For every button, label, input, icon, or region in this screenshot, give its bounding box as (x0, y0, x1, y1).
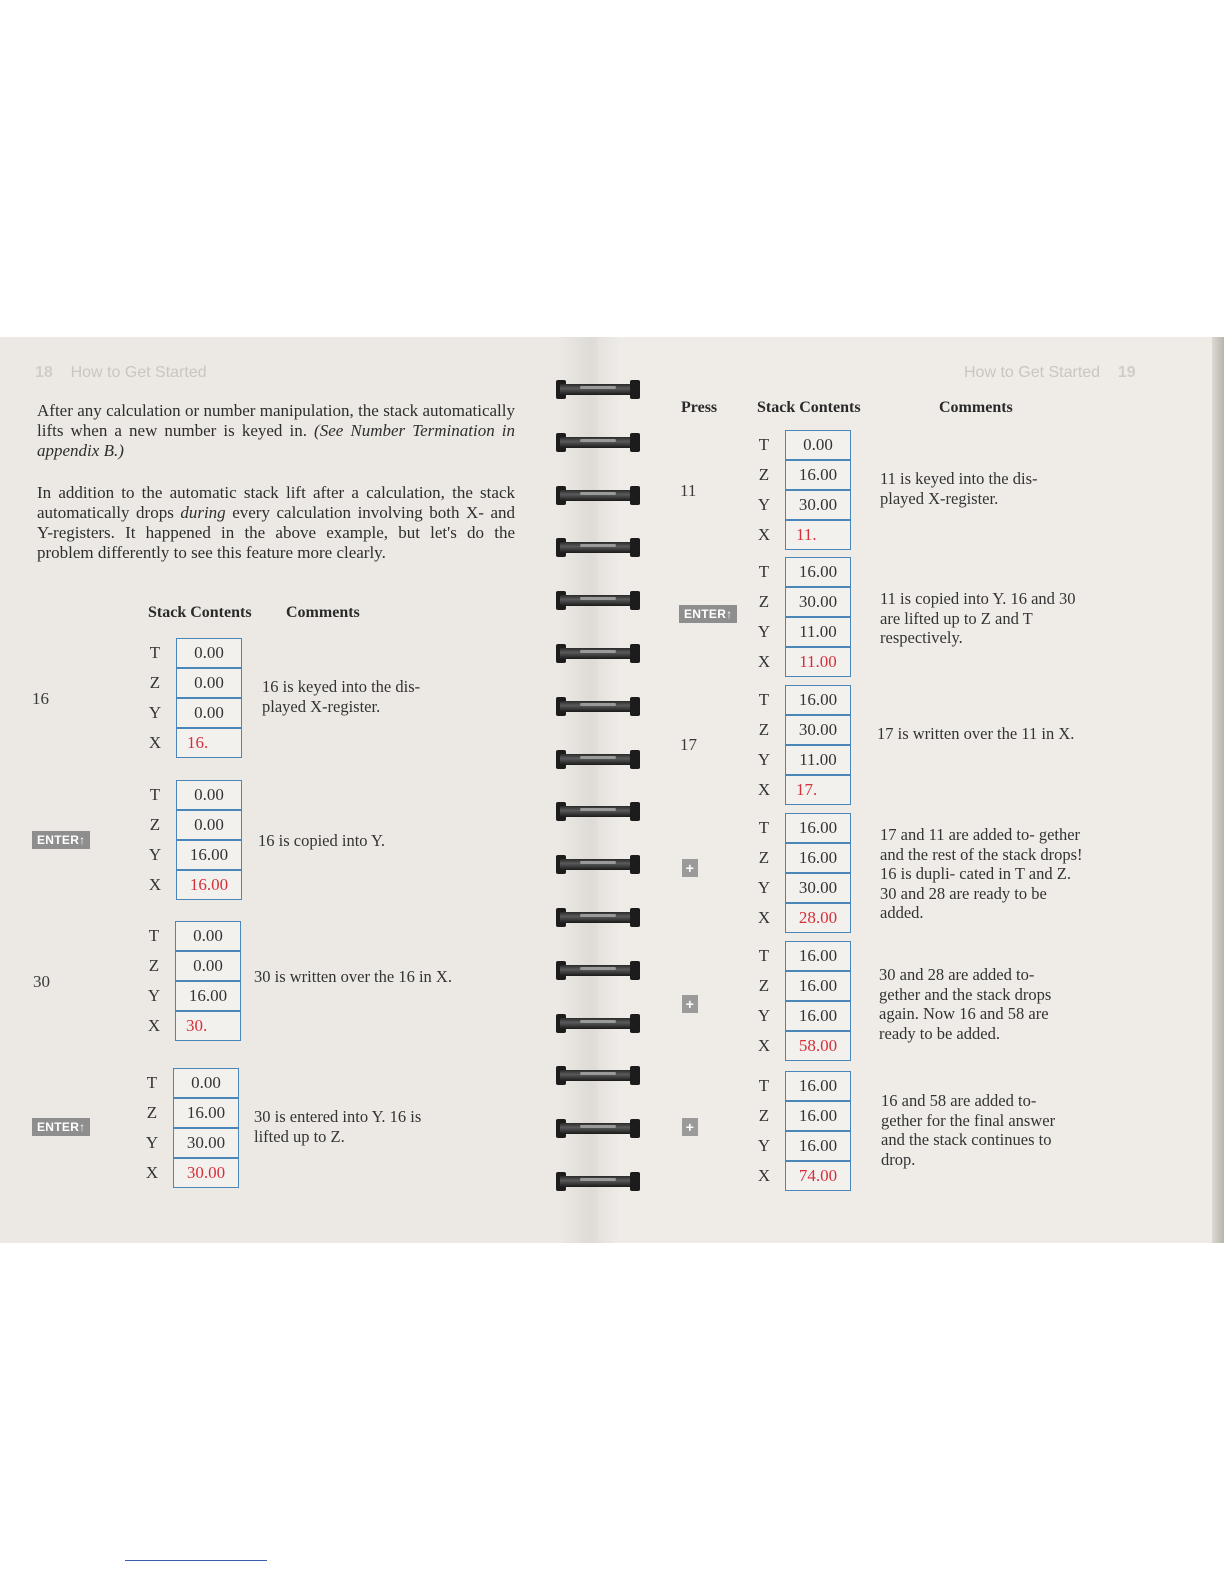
register-label: X (147, 1016, 161, 1035)
register-x-value: 28.00 (785, 903, 851, 933)
register-label: X (145, 1163, 159, 1182)
register-t-value: 16.00 (785, 685, 851, 715)
register-t-value: 16.00 (785, 813, 851, 843)
right-col-comments: Comments (939, 399, 1013, 416)
register-y-value: 30.00 (785, 873, 851, 903)
step-comment: 16 and 58 are added to- gether for the final answer and the stack continues to drop. (881, 1091, 1056, 1169)
register-label: X (757, 908, 771, 927)
step-comment: 30 is entered into Y. 16 is lifted up to Z. (254, 1107, 422, 1146)
register-t-value: 16.00 (785, 557, 851, 587)
step-comment: 16 is copied into Y. (258, 831, 385, 850)
step-comment: 30 is written over the 16 in X. (254, 967, 452, 986)
spiral-coil (556, 1065, 640, 1087)
paragraph-text: In addition to the automatic stack lift after a calculation, the stack automatically drops (37, 483, 515, 522)
register-label: Z (758, 465, 770, 484)
register-label: Y (757, 878, 771, 897)
press-value: 11 (680, 481, 697, 500)
register-label: X (757, 1166, 771, 1185)
register-label: Y (757, 1136, 771, 1155)
paragraph-stack-lift (37, 401, 515, 461)
paragraph-text: every calculation involving both X- and Y-registers. It happened in the above example, but let's do the problem differently to see this feature more clearly. (37, 503, 515, 562)
press-value: 30 (33, 972, 50, 991)
register-y-value: 16.00 (785, 1001, 851, 1031)
register-t-value: 0.00 (173, 1068, 239, 1098)
step-comment: 11 is keyed into the dis- played X-register. (880, 469, 1038, 508)
plus-key: + (682, 859, 698, 877)
spiral-coil (556, 1118, 640, 1140)
register-z-value: 16.00 (173, 1098, 239, 1128)
register-z-value: 30.00 (785, 587, 851, 617)
plus-key: + (682, 1118, 698, 1136)
register-label: T (758, 562, 770, 581)
register-z-value: 16.00 (785, 971, 851, 1001)
register-label: T (146, 1073, 158, 1092)
register-t-value: 16.00 (785, 941, 851, 971)
register-z-value: 0.00 (176, 810, 242, 840)
spiral-coil (556, 801, 640, 823)
book-spread (0, 337, 1224, 1243)
register-x-value: 17. (785, 775, 851, 805)
paragraph-stack-drop (37, 483, 515, 563)
register-t-value: 0.00 (176, 638, 242, 668)
spiral-coil (556, 590, 640, 612)
register-label: Y (757, 495, 771, 514)
gutter-shadow (560, 337, 620, 1243)
register-label: Y (757, 1006, 771, 1025)
left-running-head-title: How to Get Started (70, 364, 207, 381)
register-label: X (757, 652, 771, 671)
step-comment: 16 is keyed into the dis- played X-register. (262, 677, 421, 716)
press-value: 17 (680, 735, 697, 754)
register-label: X (148, 733, 162, 752)
register-y-value: 16.00 (175, 981, 241, 1011)
paragraph-text: After any calculation or number manipulation, the stack automatically lifts when a new number is keyed in. (37, 401, 515, 440)
spiral-coil (556, 696, 640, 718)
enter-key: ENTER↑ (32, 1118, 90, 1136)
right-col-stack-contents: Stack Contents (757, 399, 861, 416)
register-x-value: 58.00 (785, 1031, 851, 1061)
register-z-value: 16.00 (785, 460, 851, 490)
spiral-coil (556, 960, 640, 982)
right-page-number: 19 (1117, 364, 1136, 381)
register-label: T (758, 1076, 770, 1095)
register-label: Z (758, 720, 770, 739)
register-label: T (758, 946, 770, 965)
left-page-number: 18 (35, 364, 53, 381)
register-label: Y (145, 1133, 159, 1152)
step-comment: 30 and 28 are added to- gether and the stack drops again. Now 16 and 58 are ready to be added. (879, 965, 1052, 1043)
register-z-value: 30.00 (785, 715, 851, 745)
register-y-value: 11.00 (785, 745, 851, 775)
register-t-value: 16.00 (785, 1071, 851, 1101)
plus-key: + (682, 995, 698, 1013)
register-label: X (757, 780, 771, 799)
register-x-value: 30. (175, 1011, 241, 1041)
register-label: Y (147, 986, 161, 1005)
register-label: T (758, 818, 770, 837)
spiral-coil (556, 1013, 640, 1035)
spiral-coil (556, 432, 640, 454)
left-running-head (35, 364, 207, 382)
register-x-value: 16. (176, 728, 242, 758)
spiral-coil (556, 907, 640, 929)
register-label: X (148, 875, 162, 894)
spiral-coil (556, 485, 640, 507)
register-label: Y (148, 703, 162, 722)
register-t-value: 0.00 (175, 921, 241, 951)
register-y-value: 30.00 (785, 490, 851, 520)
spiral-coil (556, 643, 640, 665)
register-y-value: 16.00 (785, 1131, 851, 1161)
register-label: X (757, 1036, 771, 1055)
register-label: Y (757, 750, 771, 769)
register-z-value: 0.00 (176, 668, 242, 698)
spiral-coil (556, 854, 640, 876)
register-label: X (757, 525, 771, 544)
enter-key: ENTER↑ (679, 605, 737, 623)
spiral-coil (556, 749, 640, 771)
register-label: T (148, 926, 160, 945)
register-label: Z (149, 673, 161, 692)
register-z-value: 0.00 (175, 951, 241, 981)
register-label: Z (758, 1106, 770, 1125)
register-label: T (149, 785, 161, 804)
enter-key: ENTER↑ (32, 831, 90, 849)
register-x-value: 30.00 (173, 1158, 239, 1188)
register-label: Y (148, 845, 162, 864)
register-x-value: 16.00 (176, 870, 242, 900)
step-comment: 17 and 11 are added to- gether and the rest of the stack drops! 16 is dupli- cated in T and Z. 30 and 28 are ready to be added. (880, 825, 1083, 922)
spiral-coil (556, 537, 640, 559)
register-label: Z (758, 848, 770, 867)
left-col-stack-contents: Stack Contents (148, 604, 252, 621)
register-label: T (758, 690, 770, 709)
register-label: Z (149, 815, 161, 834)
register-y-value: 30.00 (173, 1128, 239, 1158)
paragraph-italic-reference: (See Number Termination in appendix B.) (37, 421, 515, 460)
register-y-value: 16.00 (176, 840, 242, 870)
register-label: Y (757, 622, 771, 641)
register-label: T (758, 435, 770, 454)
press-value: 16 (32, 689, 49, 708)
page-edge (1212, 337, 1224, 1243)
register-x-value: 74.00 (785, 1161, 851, 1191)
register-x-value: 11.00 (785, 647, 851, 677)
spiral-coil (556, 1171, 640, 1193)
register-t-value: 0.00 (176, 780, 242, 810)
register-z-value: 16.00 (785, 843, 851, 873)
register-label: Z (146, 1103, 158, 1122)
right-running-head (964, 364, 1136, 382)
register-label: Z (758, 592, 770, 611)
right-running-head-title: How to Get Started (964, 364, 1101, 381)
register-label: Z (758, 976, 770, 995)
register-y-value: 0.00 (176, 698, 242, 728)
register-label: T (149, 643, 161, 662)
left-col-comments: Comments (286, 604, 360, 621)
paragraph-italic-word: during (180, 503, 226, 522)
register-label: Z (148, 956, 160, 975)
footer-rule (125, 1560, 267, 1561)
step-comment: 11 is copied into Y. 16 and 30 are lifted up to Z and T respectively. (880, 589, 1076, 647)
register-z-value: 16.00 (785, 1101, 851, 1131)
right-col-press: Press (681, 399, 718, 416)
step-comment: 17 is written over the 11 in X. (877, 724, 1075, 743)
register-y-value: 11.00 (785, 617, 851, 647)
register-x-value: 11. (785, 520, 851, 550)
register-t-value: 0.00 (785, 430, 851, 460)
spiral-coil (556, 379, 640, 401)
